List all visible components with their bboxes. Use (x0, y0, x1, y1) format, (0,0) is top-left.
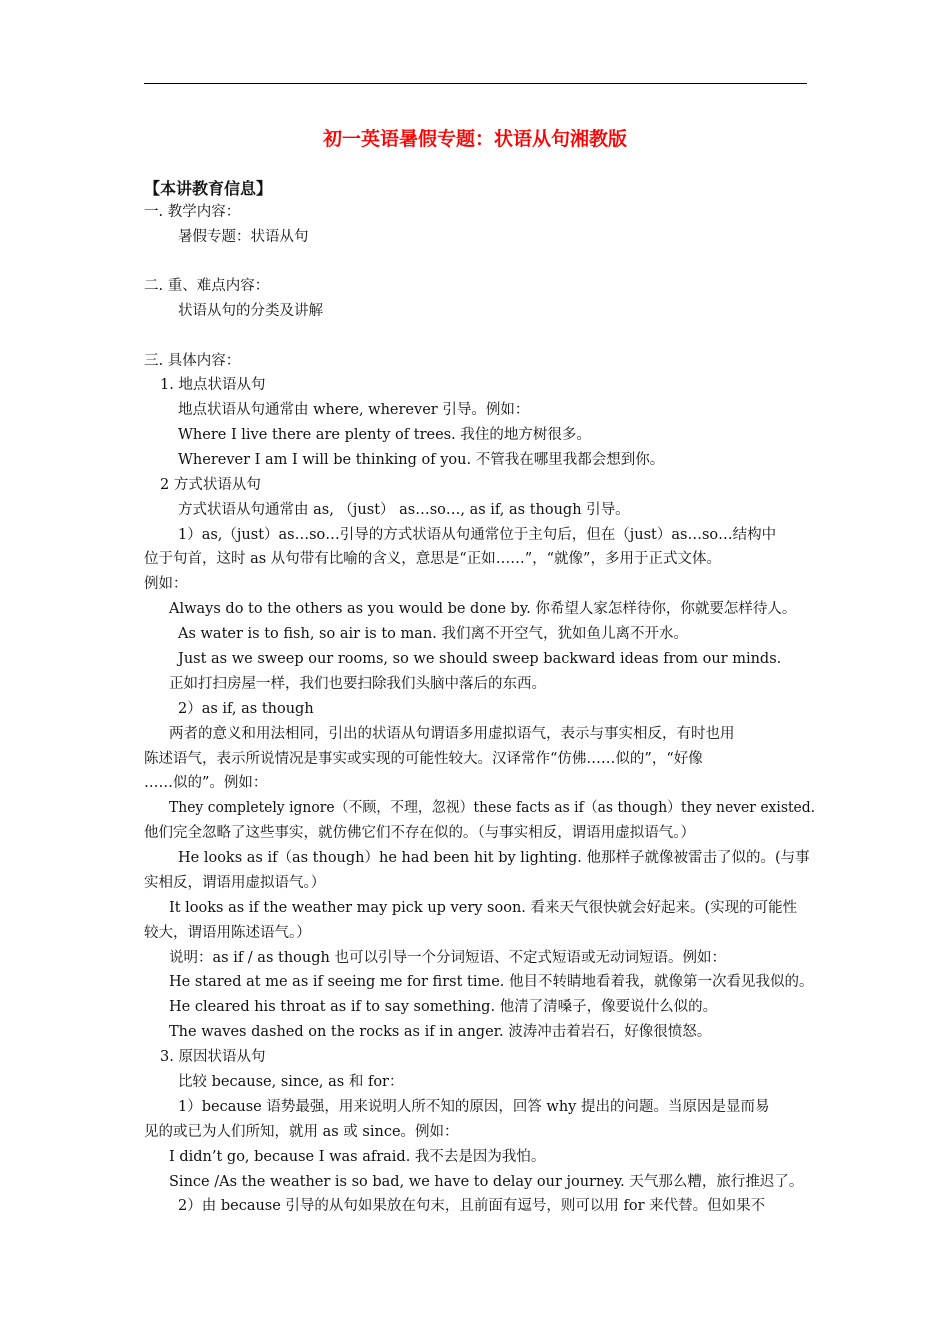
text-line: 位于句首，这时 as 从句带有比喻的含义，意思是“正如……”，“就像”，多用于正式文体。 (144, 551, 721, 567)
text-line: 地点状语从句通常由 where, wherever 引导。例如： (178, 402, 530, 418)
heading-teaching-content: 一. 教学内容： (144, 204, 241, 220)
header-rule (144, 83, 807, 84)
example-line: 正如打扫房屋一样，我们也要扫除我们头脑中落后的东西。 (169, 676, 546, 692)
text-line: 例如： (144, 576, 188, 592)
example-line: As water is to fish, so air is to man. 我们离不开空气，犹如鱼儿离不开水。 (178, 626, 688, 642)
document-title: 初一英语暑假专题：状语从句湘教版 (322, 128, 627, 150)
example-line: Since /As the weather is so bad, we have to delay our journey. 天气那么糟，旅行推迟了。 (169, 1174, 804, 1190)
example-line: Always do to the others as you would be done by. 你希望人家怎样待你，你就要怎样待人。 (169, 601, 797, 617)
example-line: I didn’t go, because I was afraid. 我不去是因为我怕。 (169, 1149, 546, 1165)
example-line: He cleared his throat as if to say something. 他清了清嗓子，像要说什么似的。 (169, 999, 718, 1015)
example-line: They completely ignore（不顾，不理，忽视）these facts as if（as though）they never existed. (169, 800, 816, 816)
subheading-reason-clause: 3. 原因状语从句 (160, 1049, 266, 1065)
text-line: 1）because 语势最强，用来说明人所不知的原因，回答 why 提出的问题。当原因是显而易 (178, 1099, 770, 1115)
note-line: 说明：as if / as though 也可以引导一个分词短语、不定式短语或无动词短语。例如： (169, 950, 726, 966)
example-line: Just as we sweep our rooms, so we should sweep backward ideas from our minds. (178, 651, 782, 667)
example-line: Wherever I am I will be thinking of you. 不管我在哪里我都会想到你。 (178, 452, 665, 468)
text-line: 2）由 because 引导的从句如果放在句末，且前面有逗号，则可以用 for 来代替。但如果不 (178, 1198, 766, 1214)
example-line: He looks as if（as though）he had been hit by lighting. 他那样子就像被雷击了似的。(与事 (178, 850, 810, 866)
heading-specific-content: 三. 具体内容： (144, 353, 241, 369)
example-line: Where I live there are plenty of trees. 我住的地方树很多。 (178, 427, 591, 443)
example-line: The waves dashed on the rocks as if in anger. 波涛冲击着岩石，好像很愤怒。 (169, 1024, 712, 1040)
subheading-place-clause: 1. 地点状语从句 (160, 377, 266, 393)
text-line: 比较 because, since, as 和 for： (178, 1074, 404, 1090)
subheading-manner-clause: 2 方式状语从句 (160, 477, 261, 493)
text-line: 1）as,（just）as…so…引导的方式状语从句通常位于主句后，但在（just）as…so…结构中 (178, 527, 777, 543)
text-line: 状语从句的分类及讲解 (178, 303, 323, 319)
example-line: 较大，谓语用陈述语气。） (144, 925, 311, 941)
example-line: He stared at me as if seeing me for first time. 他目不转睛地看着我，就像第一次看见我似的。 (169, 974, 814, 990)
example-line: 他们完全忽略了这些事实，就仿佛它们不存在似的。（与事实相反，谓语用虚拟语气。） (144, 825, 695, 841)
section-heading: 【本讲教育信息】 (144, 179, 273, 198)
text-line: 见的或已为人们所知，就用 as 或 since。例如： (144, 1124, 459, 1140)
text-line: 两者的意义和用法相同，引出的状语从句谓语多用虚拟语气，表示与事实相反，有时也用 (169, 726, 735, 742)
example-line: It looks as if the weather may pick up very soon. 看来天气很快就会好起来。(实现的可能性 (169, 900, 798, 916)
text-line: ……似的”。例如： (144, 775, 268, 791)
example-line: 实相反，谓语用虚拟语气。） (144, 875, 326, 891)
subheading-as-if: 2）as if, as though (178, 701, 314, 717)
text-line: 陈述语气，表示所说情况是事实或实现的可能性较大。汉译常作“仿佛……似的”，“好像 (144, 751, 703, 767)
heading-key-points: 二. 重、难点内容： (144, 278, 270, 294)
text-line: 暑假专题：状语从句 (178, 229, 309, 245)
text-line: 方式状语从句通常由 as, （just） as…so…, as if, as though 引导。 (178, 502, 630, 518)
